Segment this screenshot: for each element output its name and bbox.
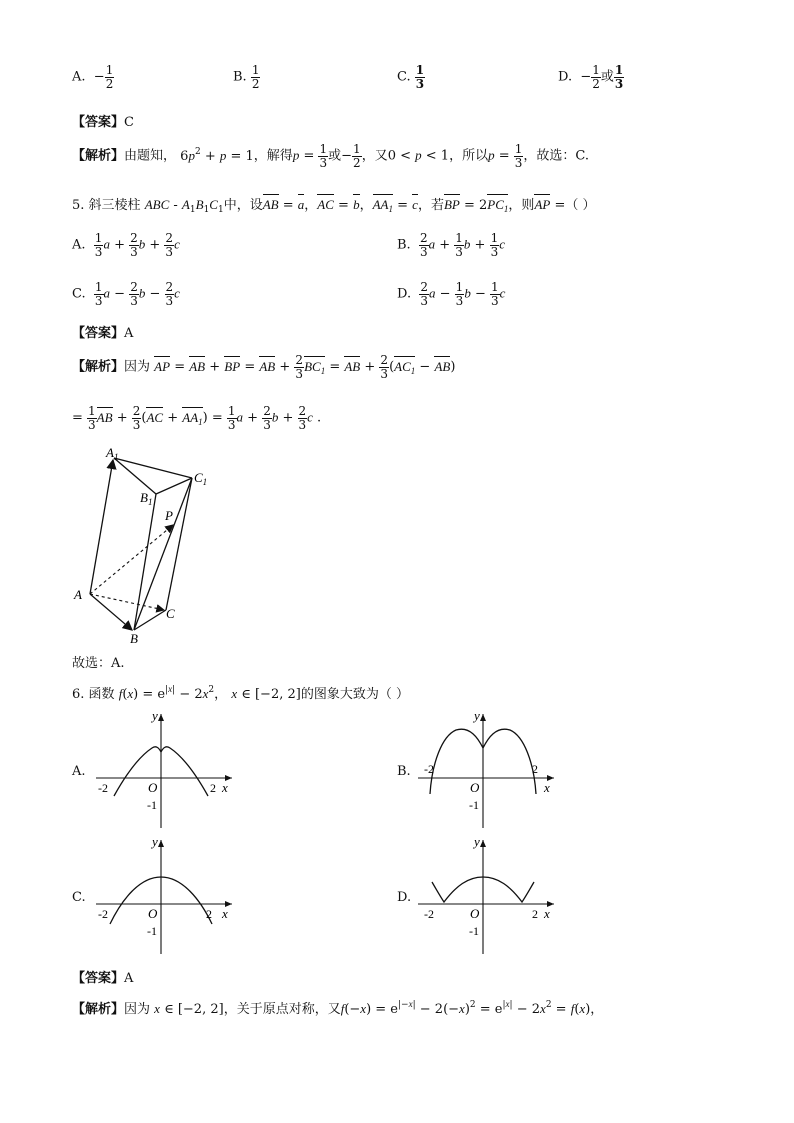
tick-neg1: -1: [147, 924, 157, 938]
edge-bc: [134, 610, 166, 630]
graph-b: [414, 708, 564, 830]
x-label: x: [544, 906, 550, 921]
q5-stem: 5. 斜三棱柱 ABC - $A_1B_1C_1$中，设AB = a，AC = b，$AA_1 = c$，若BP = $2PC_1$，则AP =（ ）: [72, 197, 596, 215]
q5-option-b: B. $\frac{2}{3}$ a + $\frac{1}{3}$ b + $\frac{1}{3}$ c: [397, 231, 505, 259]
q6-option-d: D.: [397, 890, 412, 905]
y-axis-arrow-icon: [158, 840, 164, 847]
q5-option-d: D. $\frac{2}{3}$ a − $\frac{1}{3}$ b − $\frac{1}{3}$ c: [397, 280, 506, 308]
tick-neg2: -2: [424, 762, 434, 776]
q5-answer: 【答案】A: [72, 326, 134, 341]
edge-cc1: [166, 478, 192, 610]
q5-analysis-line1: 【解析】因为 AP = AB + BP = AB + $\frac{2}{3}$ $BC_1$ = AB + $\frac{2}{3}$ $(AC_1 - AB)$: [72, 353, 456, 381]
q4-analysis: 【解析】由题知， $6p^2 + p = 1$，解得p = $\frac{1}{3}$ 或− $\frac{1}{2}$ ，又0 < p < 1，所以p = $\frac{1}{3}$ ，故选：C.: [72, 142, 590, 170]
x-label: x: [222, 906, 228, 921]
q5-option-c: C. $\frac{1}{3}$ a − $\frac{2}{3}$ b − $\frac{2}{3}$ c: [72, 280, 180, 308]
graph-d: [414, 834, 564, 956]
tick-neg2: -2: [98, 907, 108, 921]
origin-label: O: [148, 906, 158, 921]
origin-label: O: [148, 780, 158, 795]
x-label: x: [222, 780, 228, 795]
y-label: y: [152, 834, 158, 849]
tick-pos2: 2: [206, 907, 212, 921]
tick-neg2: -2: [98, 781, 108, 795]
tick-neg1: -1: [469, 798, 479, 812]
q5-option-a: A. $\frac{1}{3}$ a + $\frac{2}{3}$ b + $\frac{2}{3}$ c: [72, 231, 180, 259]
label-b1: $B_1$: [140, 490, 153, 507]
label-a: A: [74, 587, 82, 602]
label-a1: $A_1$: [106, 446, 119, 462]
q4-option-d: D. − $\frac{1}{2}$ 或 $\frac{1}{3}$: [558, 63, 624, 91]
label-c: C: [166, 606, 175, 621]
edge-bb1: [134, 494, 156, 630]
y-axis-arrow-icon: [158, 714, 164, 721]
q4-option-c: C. $\frac{1}{3}$: [397, 63, 425, 91]
tick-neg1: -1: [469, 924, 479, 938]
edge-ab: [90, 594, 132, 630]
graph-c: [92, 834, 242, 956]
tick-pos2: 2: [210, 781, 216, 795]
label-b: B: [130, 631, 138, 646]
q6-option-a: A.: [72, 764, 86, 779]
origin-label: O: [470, 780, 480, 795]
label-p: P: [165, 508, 173, 523]
q6-option-c: C.: [72, 890, 86, 905]
q6-analysis: 【解析】因为 x ∈ [−2, 2]，关于原点对称，又$f(-x) = e^{|-x|} - 2(-x)^2 = e^{|x|} - 2x^2 = f(x)$，: [72, 999, 604, 1017]
y-label: y: [474, 708, 480, 723]
edge-aa1: [90, 460, 113, 594]
y-axis-arrow-icon: [480, 840, 486, 847]
q4-option-b: B. $\frac{1}{2}$: [233, 63, 260, 91]
q5-conclusion: 故选：A.: [72, 656, 125, 671]
y-label: y: [152, 708, 158, 723]
prism-figure: [68, 446, 228, 646]
q4-answer: 【答案】C: [72, 115, 134, 130]
tick-neg1: -1: [147, 798, 157, 812]
graph-a: [92, 708, 242, 830]
tick-pos2: 2: [532, 907, 538, 921]
x-label: x: [544, 780, 550, 795]
y-label: y: [474, 834, 480, 849]
q6-stem: 6. 函数 $f(x) = e^{|x|} - 2x^2$， x ∈ [−2, 2]的图象大致为（ ）: [72, 684, 409, 702]
tick-pos2: 2: [532, 762, 538, 776]
edge-ac: [90, 594, 164, 610]
q6-answer: 【答案】A: [72, 971, 134, 986]
y-axis-arrow-icon: [480, 714, 486, 721]
q5-analysis-line2: = $\frac{1}{3}$ AB + $\frac{2}{3}$ $(AC + AA_1)$ = $\frac{1}{3}$ a + $\frac{2}{3}$ b + $\frac{2}{3}$ c .: [72, 404, 322, 432]
label-c1: $C_1$: [194, 470, 208, 487]
origin-label: O: [470, 906, 480, 921]
tick-neg2: -2: [424, 907, 434, 921]
q6-option-b: B.: [397, 764, 411, 779]
q4-option-a: A. − $\frac{1}{2}$: [72, 63, 114, 91]
